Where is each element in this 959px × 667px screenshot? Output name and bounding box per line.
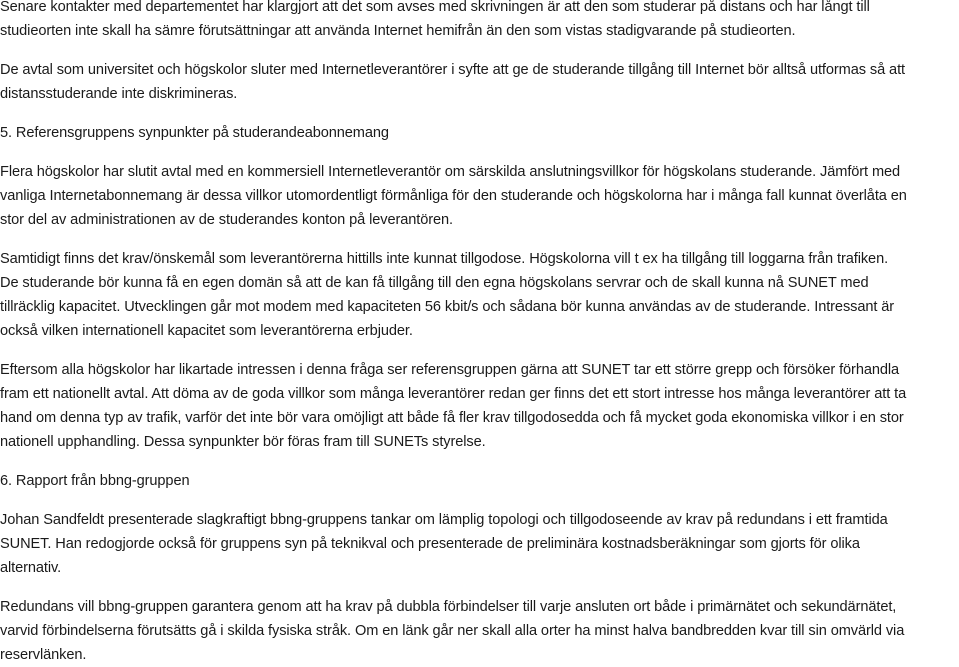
paragraph-bbng-presentation [0, 508, 959, 580]
paragraph-distance-study [0, 0, 959, 43]
text-line: reservlänken. [0, 647, 87, 663]
section-heading-6 [0, 469, 959, 493]
heading-line: 5. Referensgruppens synpunkter på studerandeabonnemang [0, 125, 389, 141]
text-line: distansstuderande inte diskrimineras. [0, 86, 238, 102]
text-line: Eftersom alla högskolor har likartade intressen i denna fråga ser referensgruppen gärna att SUNET tar ett större grepp och försöker förhandla [0, 362, 900, 378]
text-line: Redundans vill bbng-gruppen garantera genom att ha krav på dubbla förbindelser till varje ansluten ort både i primärnätet och sekundärnätet, [0, 599, 897, 615]
heading-line: 6. Rapport från bbng-gruppen [0, 473, 190, 489]
text-line: hand om denna typ av trafik, varför det inte bör vara omöjligt att både få fler krav tillgodosedda och få mycket goda ekonomiska villkor i en stor [0, 410, 904, 426]
paragraph-agreements [0, 58, 959, 106]
paragraph-university-agreements [0, 160, 959, 232]
text-line: SUNET. Han redogjorde också för gruppens syn på teknikval och presenterade de preliminära kostnadsberäkningar som gjorts för olika [0, 536, 860, 552]
text-line: Senare kontakter med departementet har klargjort att det som avses med skrivningen är att den som studerar på distans och har långt till [0, 0, 870, 15]
text-line: också vilken internationell kapacitet som leverantörerna erbjuder. [0, 323, 413, 339]
text-line: Samtidigt finns det krav/önskemål som leverantörerna hittills inte kunnat tillgodose. Högskolorna vill t ex ha tillgång till loggarna från trafiken. [0, 251, 889, 267]
text-line: vanliga Internetabonnemang är dessa villkor utomordentligt förmånliga för den studerande och högskolorna har i många fall kunnat överlåta en [0, 188, 907, 204]
text-line: De studerande bör kunna få en egen domän så att de kan få tillgång till den egna högskolans servrar och de skall kunna nå SUNET med [0, 275, 869, 291]
text-line: studieorten inte skall ha sämre förutsättningar att använda Internet hemifrån än den som vistas stadigvarande på studieorten. [0, 23, 796, 39]
paragraph-national-agreement [0, 358, 959, 454]
paragraph-redundancy [0, 595, 959, 667]
text-line: Flera högskolor har slutit avtal med en kommersiell Internetleverantör om särskilda anslutningsvillkor för högskolans studerande. Jämfört med [0, 164, 901, 180]
text-line: fram ett nationellt avtal. Att döma av de goda villkor som många leverantörer redan ger finns det ett stort intresse hos många leverantörer att ta [0, 386, 907, 402]
section-heading-5 [0, 121, 959, 145]
paragraph-requirements [0, 247, 959, 343]
text-line: De avtal som universitet och högskolor sluter med Internetleverantörer i syfte att ge de studerande tillgång till Internet bör alltså utformas så att [0, 62, 905, 78]
text-line: tillräcklig kapacitet. Utvecklingen går mot modem med kapaciteten 56 kbit/s och sådana bör kunna användas av de studerande. Intressant är [0, 299, 895, 315]
text-line: alternativ. [0, 560, 62, 576]
text-line: nationell upphandling. Dessa synpunkter bör föras fram till SUNETs styrelse. [0, 434, 486, 450]
text-line: Johan Sandfeldt presenterade slagkraftigt bbng-gruppens tankar om lämplig topologi och tillgodoseende av krav på redundans i ett framtida [0, 512, 888, 528]
text-line: varvid förbindelserna förutsätts gå i skilda fysiska stråk. Om en länk går ner skall alla orter ha minst halva bandbredden kvar till sin omvärld via [0, 623, 905, 639]
text-line: stor del av administrationen av de studerandes konton på leverantören. [0, 212, 453, 228]
